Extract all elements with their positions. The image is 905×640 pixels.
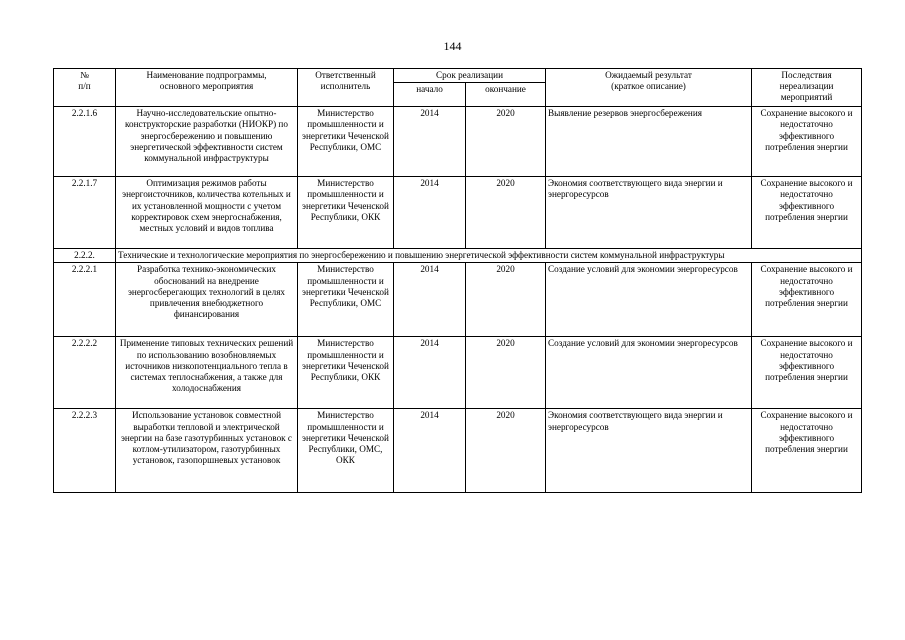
row-result: Выявление резервов энергосбережения bbox=[546, 107, 752, 177]
row-code: 2.2.1.7 bbox=[54, 177, 116, 249]
row-responsible: Министерство промышленности и энергетики Чеченской Республики, ОМС bbox=[298, 107, 394, 177]
row-responsible: Министерство промышленности и энергетики Чеченской Республики, ОКК bbox=[298, 337, 394, 409]
header-consequences: Последствия нереализации мероприятий bbox=[752, 69, 862, 107]
row-consequences: Сохранение высокого и недостаточно эффективного потребления энергии bbox=[752, 337, 862, 409]
table-row bbox=[54, 263, 862, 337]
row-code: 2.2.2.1 bbox=[54, 263, 116, 337]
row-start: 2014 bbox=[394, 337, 466, 409]
table-row bbox=[54, 409, 862, 493]
header-name: Наименование подпрограммы, основного мероприятия bbox=[116, 69, 298, 107]
row-responsible: Министерство промышленности и энергетики Чеченской Республики, ОКК bbox=[298, 177, 394, 249]
header-row bbox=[54, 69, 862, 83]
row-code: 2.2.2.3 bbox=[54, 409, 116, 493]
row-code: 2.2.2.2 bbox=[54, 337, 116, 409]
table-row bbox=[54, 337, 862, 409]
row-result: Экономия соответствующего вида энергии и энергоресурсов bbox=[546, 409, 752, 493]
row-result: Создание условий для экономии энергоресурсов bbox=[546, 337, 752, 409]
section-code: 2.2.2. bbox=[54, 249, 116, 263]
header-result: Ожидаемый результат (краткое описание) bbox=[546, 69, 752, 107]
page-number: 144 bbox=[443, 39, 462, 53]
row-end: 2020 bbox=[466, 409, 546, 493]
row-end: 2020 bbox=[466, 337, 546, 409]
header-period: Срок реализации bbox=[394, 69, 546, 83]
row-end: 2020 bbox=[466, 107, 546, 177]
row-name: Применение типовых технических решений по использованию возобновляемых источников низкопотенциального тепла в системах теплоснабжения, а также для холодоснабжения bbox=[116, 337, 298, 409]
row-result: Экономия соответствующего вида энергии и энергоресурсов bbox=[546, 177, 752, 249]
row-consequences: Сохранение высокого и недостаточно эффективного потребления энергии bbox=[752, 107, 862, 177]
section-row bbox=[54, 249, 862, 263]
row-responsible: Министерство промышленности и энергетики Чеченской Республики, ОМС bbox=[298, 263, 394, 337]
row-start: 2014 bbox=[394, 263, 466, 337]
section-title: Технические и технологические мероприятия по энергосбережению и повышению энергетической эффективности систем коммунальной инфраструктуры bbox=[116, 249, 862, 263]
row-name: Использование установок совместной выработки тепловой и электрической энергии на базе газотурбинных установок с котлом-утилизатором, газотурбинных установок, газопоршневых установок bbox=[116, 409, 298, 493]
table-row bbox=[54, 177, 862, 249]
header-responsible: Ответственный исполнитель bbox=[298, 69, 394, 107]
row-code: 2.2.1.6 bbox=[54, 107, 116, 177]
header-end: окончание bbox=[466, 83, 546, 107]
row-end: 2020 bbox=[466, 263, 546, 337]
row-responsible: Министерство промышленности и энергетики Чеченской Республики, ОМС, ОКК bbox=[298, 409, 394, 493]
row-name: Оптимизация режимов работы энергоисточников, количества котельных и их установленной мощности с учетом корректировок схем энергоснабжения, местных условий и видов топлива bbox=[116, 177, 298, 249]
row-start: 2014 bbox=[394, 177, 466, 249]
row-start: 2014 bbox=[394, 409, 466, 493]
header-start: начало bbox=[394, 83, 466, 107]
row-start: 2014 bbox=[394, 107, 466, 177]
row-consequences: Сохранение высокого и недостаточно эффективного потребления энергии bbox=[752, 263, 862, 337]
row-consequences: Сохранение высокого и недостаточно эффективного потребления энергии bbox=[752, 409, 862, 493]
table-row bbox=[54, 107, 862, 177]
header-num: № п/п bbox=[54, 69, 116, 107]
row-end: 2020 bbox=[466, 177, 546, 249]
row-result: Создание условий для экономии энергоресурсов bbox=[546, 263, 752, 337]
row-name: Разработка технико-экономических обоснований на внедрение энергосберегающих технологий в целях привлечения внебюджетного финансирования bbox=[116, 263, 298, 337]
row-name: Научно-исследовательские опытно-конструкторские разработки (НИОКР) по энергосбережению и повышению энергетической эффективности систем коммунальной инфраструктуры bbox=[116, 107, 298, 177]
row-consequences: Сохранение высокого и недостаточно эффективного потребления энергии bbox=[752, 177, 862, 249]
measures-table bbox=[53, 68, 862, 493]
